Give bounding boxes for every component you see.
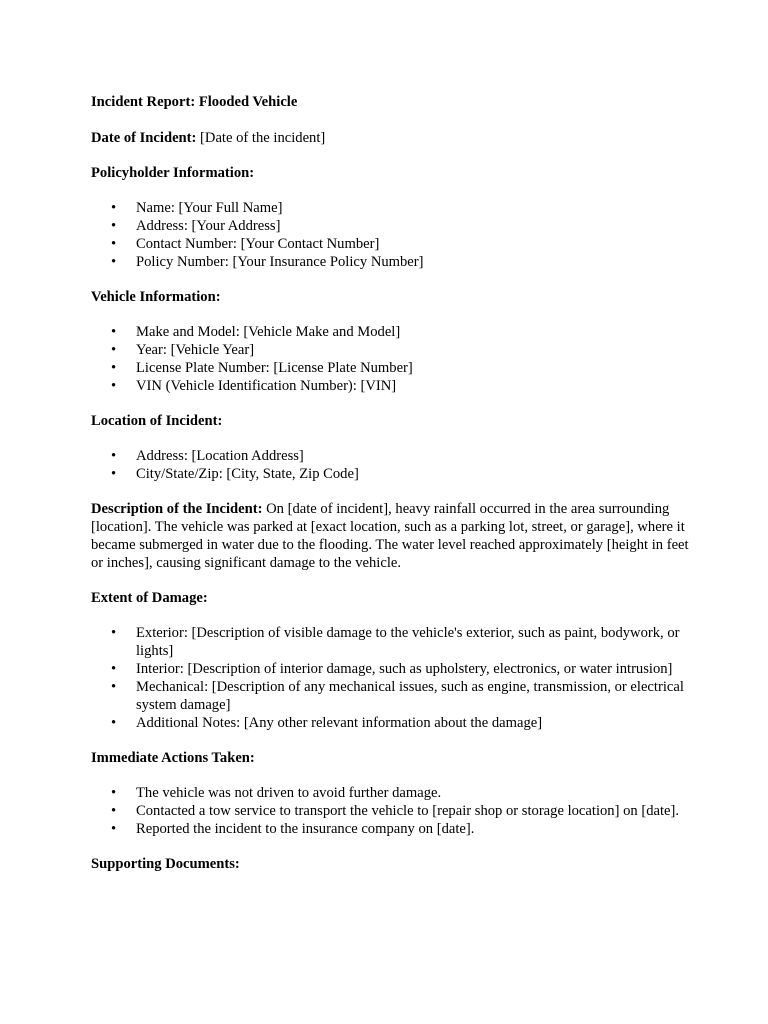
list-item: • Address: [Your Address]	[111, 218, 281, 234]
list-item: • City/State/Zip: [City, State, Zip Code]	[111, 466, 359, 482]
list-item: • Interior: [Description of interior damage, such as upholstery, electronics, or water intrusion]	[111, 661, 673, 677]
list-item: • Contacted a tow service to transport the vehicle to [repair shop or storage location] on [date].	[111, 803, 680, 819]
date-of-incident	[91, 129, 691, 147]
policyholder-list	[91, 199, 691, 271]
list-item: • Exterior: [Description of visible damage to the vehicle's exterior, such as paint, bodywork, or lights]	[111, 625, 680, 659]
list-item: • Additional Notes: [Any other relevant information about the damage]	[111, 715, 543, 731]
list-item: • Year: [Vehicle Year]	[111, 342, 255, 358]
list-item: • The vehicle was not driven to avoid further damage.	[111, 785, 442, 801]
list-item: • Make and Model: [Vehicle Make and Model]	[111, 324, 401, 340]
description-paragraph	[91, 500, 691, 572]
list-item: • VIN (Vehicle Identification Number): [VIN]	[111, 378, 397, 394]
document-title: Incident Report: Flooded Vehicle	[91, 94, 298, 110]
list-item: • Name: [Your Full Name]	[111, 200, 283, 216]
date-label: Date of Incident:	[91, 130, 197, 146]
damage-list	[91, 624, 691, 732]
vehicle-heading: Vehicle Information:	[91, 289, 221, 305]
actions-list	[91, 784, 691, 838]
description-text: On [date of incident], heavy rainfall occurred in the area surrounding [location]. The vehicle was parked at [exact location, such as a parking lot, street, or garage], where it became submerged in water due to the flooding. The water level reached approximately [height in feet or inches], causing significant damage to the vehicle.	[91, 501, 689, 571]
list-item: • Policy Number: [Your Insurance Policy Number]	[111, 254, 424, 270]
vehicle-list	[91, 323, 691, 395]
description-label: Description of the Incident:	[91, 501, 263, 517]
actions-heading: Immediate Actions Taken:	[91, 750, 255, 766]
list-item: • License Plate Number: [License Plate Number]	[111, 360, 413, 376]
document-page	[91, 93, 691, 890]
list-item: • Reported the incident to the insurance company on [date].	[111, 821, 475, 837]
policyholder-heading: Policyholder Information:	[91, 165, 255, 181]
damage-heading: Extent of Damage:	[91, 590, 208, 606]
supporting-documents-heading: Supporting Documents:	[91, 856, 240, 872]
location-heading: Location of Incident:	[91, 413, 223, 429]
list-item: • Mechanical: [Description of any mechanical issues, such as engine, transmission, or electrical system damage]	[111, 679, 684, 713]
list-item: • Contact Number: [Your Contact Number]	[111, 236, 380, 252]
date-value: [Date of the incident]	[200, 130, 326, 146]
location-list	[91, 447, 691, 483]
list-item: • Address: [Location Address]	[111, 448, 304, 464]
